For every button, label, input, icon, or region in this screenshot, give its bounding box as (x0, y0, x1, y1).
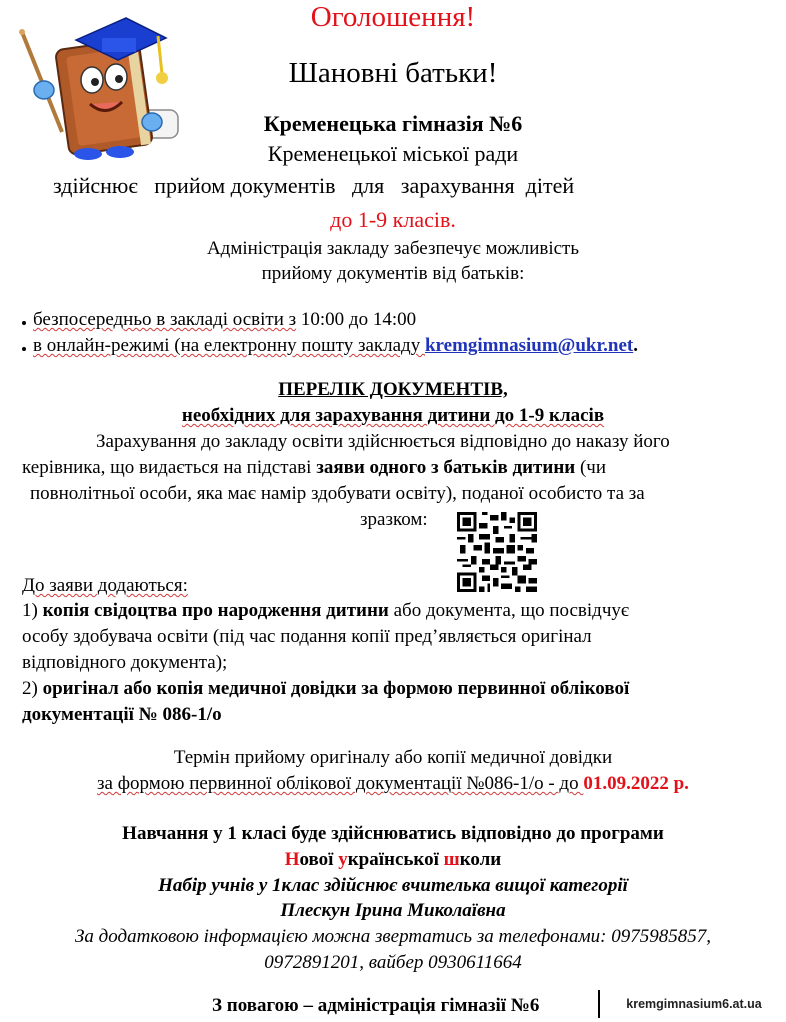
grades-line: до 1-9 класів. (330, 207, 456, 232)
nus-n: Н (284, 849, 300, 870)
bullet (22, 321, 26, 325)
nus-part-2: країнської (347, 849, 444, 870)
school-name: Кременецька гімназія №6 (263, 111, 523, 136)
greeting: Шановні батьки! (288, 57, 498, 89)
documents-subheading (0, 404, 786, 428)
para-2-bold: заяви одного з батьків дитини (316, 457, 576, 478)
intake-line: здійснює прийом документів для зарахування дітей (53, 173, 575, 198)
in-person-hours: 10:00 до 14:00 (296, 309, 417, 330)
online-line (33, 334, 638, 358)
site-watermark: kremgimnasium6.at.ua (598, 990, 786, 1018)
program-line: Навчання у 1 класі буде здійснюватись відповідно до програми (122, 823, 664, 844)
attachment-item-1-line-2: особу здобувача освіти (під час подання копії пред’являється оригінал (22, 626, 592, 647)
online-prefix: в онлайн-режимі (на електронну пошту закладу (33, 335, 425, 356)
nus-part-3: коли (459, 849, 502, 870)
teacher-line: Набір учнів у 1клас здійснює вчителька вищої категорії (158, 875, 628, 896)
announcement-title: Оголошення! (310, 1, 476, 33)
attachments-heading: До заяви додаються: (22, 575, 188, 596)
admin-line-2: прийому документів від батьків: (261, 263, 525, 284)
item-1-bold: копія свідоцтва про народження дитини (42, 600, 389, 621)
email-link[interactable]: kremgimnasium@ukr.net (424, 335, 634, 356)
item-2-bold: оригінал або копія медичної довідки за формою первинної облікової (42, 678, 630, 699)
deadline-date: 01.09.2022 р. (583, 773, 689, 794)
in-person-prefix: безпосередньо в закладі освіти з (33, 309, 297, 330)
nus-part-1: ової (299, 849, 339, 870)
para-2-start: керівника, що видається на підставі (22, 457, 317, 478)
para-2-end: (чи (575, 457, 607, 478)
documents-heading: ПЕРЕЛІК ДОКУМЕНТІВ, (278, 379, 508, 400)
enrollment-para-4: зразком: (360, 509, 428, 530)
deadline-line-1: Термін прийому оригіналу або копії медичної довідки (173, 747, 613, 768)
attachment-item-2-line-2: документації № 086-1/о (22, 704, 222, 725)
nus-line (0, 848, 786, 872)
enrollment-para-3: повнолітньої особи, яка має намір здобувати освіту), поданої особисто та за (30, 483, 645, 504)
attachment-item-1 (22, 599, 629, 623)
in-person-line (33, 308, 416, 332)
admin-line-1: Адміністрація закладу забезпечує можливість (206, 238, 580, 259)
deadline-text: за формою первинної облікової документації №086-1/о - до (97, 773, 584, 794)
signature: З повагою – адміністрація гімназії №6 (212, 995, 540, 1016)
bullet (22, 347, 26, 351)
item-1-num: 1) (22, 600, 43, 621)
online-suffix: . (633, 335, 638, 356)
nus-sh: ш (443, 849, 460, 870)
contact-line-2: 0972891201, вайбер 0930611664 (264, 952, 522, 973)
nus-u: у (338, 849, 348, 870)
teacher-name: Плескун Ірина Миколаївна (280, 900, 506, 921)
contact-line-1: За додатковою інформацією можна звертатись за телефонами: 0975985857, (74, 926, 712, 947)
attachment-item-2 (22, 677, 629, 701)
item-1-rest: або документа, що посвідчує (388, 600, 630, 621)
enrollment-para-1: Зарахування до закладу освіти здійснюється відповідно до наказу його (96, 431, 670, 452)
enrollment-para-2 (22, 456, 606, 480)
deadline-line-2 (0, 772, 786, 796)
council-name: Кременецької міської ради (267, 141, 519, 166)
attachment-item-1-line-3: відповідного документа); (22, 652, 228, 673)
documents-subheading-text: необхідних для зарахування дитини до 1-9 класів (181, 405, 605, 426)
qr-code-icon (456, 512, 538, 592)
item-2-num: 2) (22, 678, 43, 699)
